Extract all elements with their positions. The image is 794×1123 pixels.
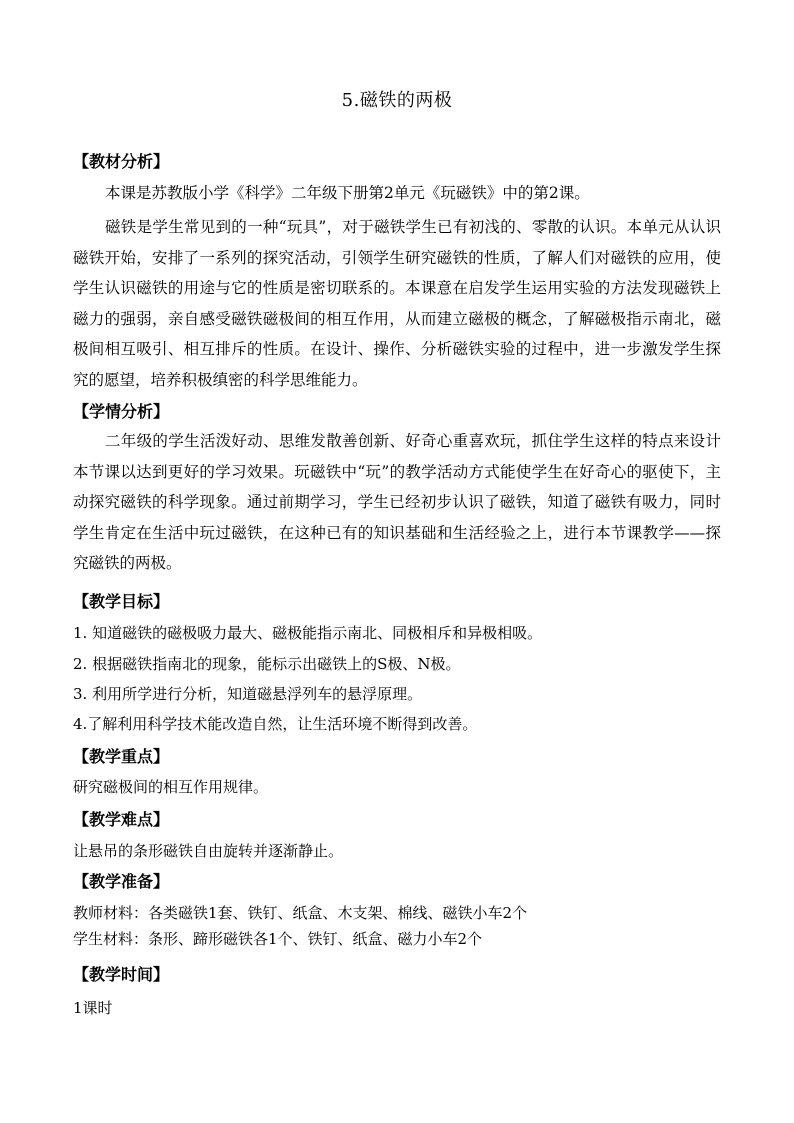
textbook-paragraph-2 xyxy=(73,212,721,395)
section-heading: 【教学准备】 xyxy=(73,872,170,891)
teacher-materials xyxy=(73,903,721,923)
paragraph: 磁铁是学生常见到的一种“玩具”，对于磁铁学生已有初浅的、零散的认识。本单元从认识磁铁开始，安排了一系列的探究活动，引领学生研究磁铁的性质，了解人们对磁铁的应用，使学生认识磁铁的用途与它的性质是密切联系的。本课意在启发学生运用实验的方法发现磁铁上磁力的强弱，亲自感受磁铁磁极间的相互作用，从而建立磁极的概念，了解磁极指示南北，磁极间相互吸引、相互排斥的性质。在设计、操作、分析磁铁实验的过程中，进一步激发学生探究的愿望，培养积极缜密的科学思维能力。 xyxy=(73,218,721,389)
section-preparation xyxy=(73,872,721,892)
paragraph: 教师材料：各类磁铁1套、铁钉、纸盒、木支架、棉线、磁铁小车2个 xyxy=(73,904,528,922)
paragraph: 学生材料：条形、蹄形磁铁各1个、铁钉、纸盒、磁力小车2个 xyxy=(73,930,483,948)
section-heading: 【教学重点】 xyxy=(73,747,170,766)
paragraph: 1课时 xyxy=(73,999,113,1017)
goal-item xyxy=(73,714,721,734)
goal-item xyxy=(73,623,721,643)
goal-text: 4.了解利用科学技术能改造自然，让生活环境不断得到改善。 xyxy=(73,715,478,733)
goal-text: 2. 根据磁铁指南北的现象，能标示出磁铁上的S极、N极。 xyxy=(73,655,461,673)
key-point-text xyxy=(73,777,721,797)
goal-item xyxy=(73,654,721,674)
goal-item xyxy=(73,684,721,704)
section-teaching-time xyxy=(73,965,721,985)
student-materials xyxy=(73,929,721,949)
section-teaching-goals xyxy=(73,592,721,612)
section-key-point xyxy=(73,747,721,767)
section-heading: 【教学时间】 xyxy=(73,965,170,984)
paragraph: 研究磁极间的相互作用规律。 xyxy=(73,778,269,796)
page-title: 5.磁铁的两极 xyxy=(341,90,453,111)
section-student-analysis xyxy=(73,402,721,422)
paragraph: 二年级的学生活泼好动、思维发散善创新、好奇心重喜欢玩，抓住学生这样的特点来设计本节课以达到更好的学习效果。玩磁铁中“玩”的教学活动方式能使学生在好奇心的驱使下，主动探究磁铁的科学现象。通过前期学习，学生已经初步认识了磁铁，知道了磁铁有吸力，同时学生肯定在生活中玩过磁铁，在这种已有的知识基础和生活经验之上，进行本节课教学——探究磁铁的两极。 xyxy=(73,432,721,572)
students-paragraph xyxy=(73,426,721,579)
paragraph: 本课是苏教版小学《科学》二年级下册第2单元《玩磁铁》中的第2课。 xyxy=(105,184,590,202)
goal-text: 1. 知道磁铁的磁极吸力最大、磁极能指示南北、同极相斥和异极相吸。 xyxy=(73,624,543,642)
section-heading: 【教学难点】 xyxy=(73,810,170,829)
paragraph: 让悬吊的条形磁铁自由旋转并逐渐静止。 xyxy=(73,842,344,860)
section-textbook-analysis xyxy=(73,152,721,172)
section-difficulty xyxy=(73,810,721,830)
teaching-time-text xyxy=(73,998,721,1018)
section-heading: 【学情分析】 xyxy=(73,402,170,421)
difficulty-text xyxy=(73,841,721,861)
section-heading: 【教材分析】 xyxy=(73,152,170,171)
textbook-paragraph-1 xyxy=(73,178,721,209)
section-heading: 【教学目标】 xyxy=(73,592,170,611)
goal-text: 3. 利用所学进行分析，知道磁悬浮列车的悬浮原理。 xyxy=(73,685,423,703)
